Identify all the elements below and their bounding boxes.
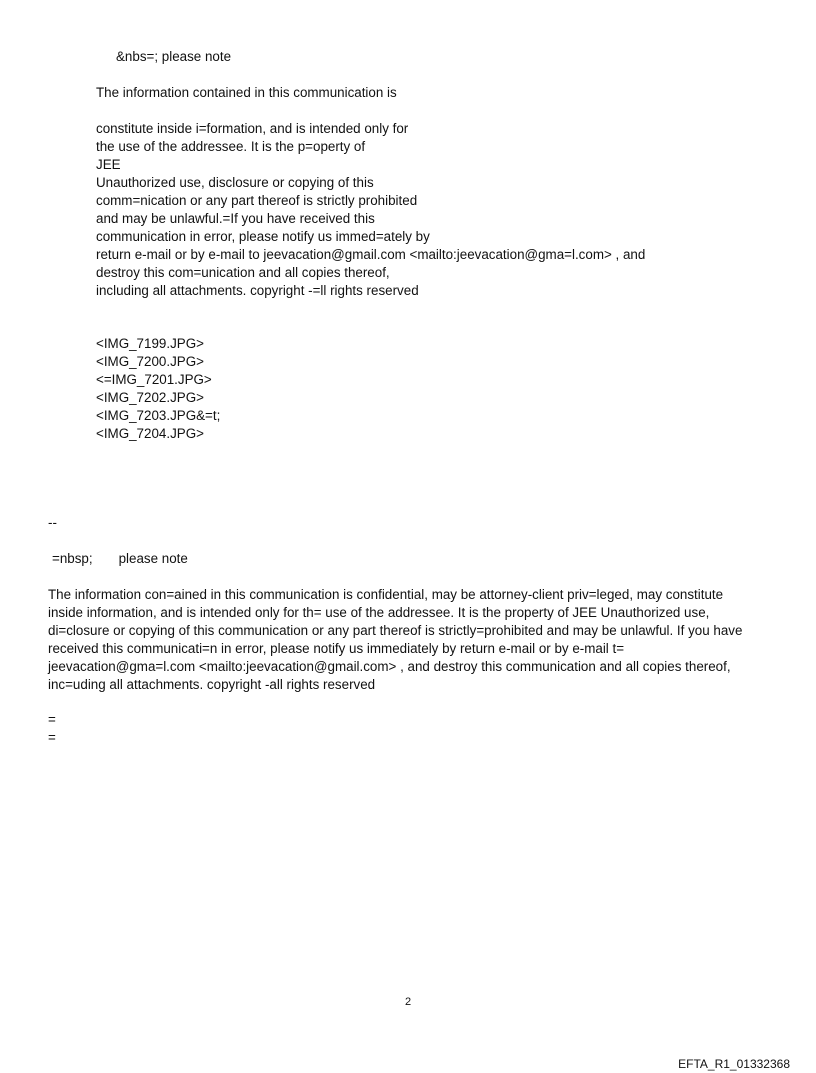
text-line: = <box>48 730 56 745</box>
bates-number: EFTA_R1_01332368 <box>678 1057 790 1071</box>
text-line: communication in error, please notify us immed=ately by <box>96 229 430 244</box>
text-line: JEE <box>96 157 121 172</box>
attachment-list <box>96 335 220 443</box>
text-line: inside information, and is intended only for th= use of the addressee. It is the property of JEE Unauthorized use, <box>48 605 710 620</box>
text-line: The information con=ained in this communication is confidential, may be attorney-client priv=leged, may constitute <box>48 587 724 602</box>
text-line: jeevacation@gma=l.com <mailto:jeevacation@gmail.com> , and destroy this communication and all copies thereof, <box>48 659 731 674</box>
attachment-item: <IMG_7200.JPG> <box>96 354 204 369</box>
text-line: constitute inside i=formation, and is intended only for <box>96 121 409 136</box>
text-line: received this communicati=n in error, please notify us immediately by return e-mail or by e-mail t= <box>48 641 625 656</box>
text-line: inc=uding all attachments. copyright -all rights reserved <box>48 677 376 692</box>
footer-equals <box>48 711 768 747</box>
signature-separator: -- <box>48 515 57 530</box>
text-line: and may be unlawful.=If you have received this <box>96 211 375 226</box>
text-line: = <box>48 712 56 727</box>
quoted-disclaimer <box>96 120 645 300</box>
text-line: including all attachments. copyright -=ll rights reserved <box>96 283 419 298</box>
footer-please-note: please note <box>118 551 188 566</box>
text-line: di=closure or copying of this communication or any part thereof is strictly=prohibited and may be unlawful. If you have <box>48 623 743 638</box>
text-line: Unauthorized use, disclosure or copying of this <box>96 175 374 190</box>
text-line: the use of the addressee. It is the p=operty of <box>96 139 366 154</box>
footer-note-line <box>52 550 188 568</box>
text-line: comm=nication or any part thereof is strictly prohibited <box>96 193 418 208</box>
attachment-item: <IMG_7203.JPG&=t; <box>96 408 221 423</box>
page-number: 2 <box>404 996 412 1008</box>
quoted-intro: The information contained in this communication is <box>96 85 397 100</box>
attachment-item: <IMG_7204.JPG> <box>96 426 204 441</box>
attachment-item: <=IMG_7201.JPG> <box>96 372 212 387</box>
text-line: return e-mail or by e-mail to jeevacation@gmail.com <mailto:jeevacation@gma=l.com> , and <box>96 247 646 262</box>
footer-nbsp: =nbsp; <box>52 551 93 566</box>
attachment-item: <IMG_7202.JPG> <box>96 390 204 405</box>
text-line: destroy this com=unication and all copies thereof, <box>96 265 390 280</box>
footer-disclaimer <box>48 586 768 694</box>
attachment-item: <IMG_7199.JPG> <box>96 336 204 351</box>
quoted-please-note: &nbs=; please note <box>116 49 232 64</box>
